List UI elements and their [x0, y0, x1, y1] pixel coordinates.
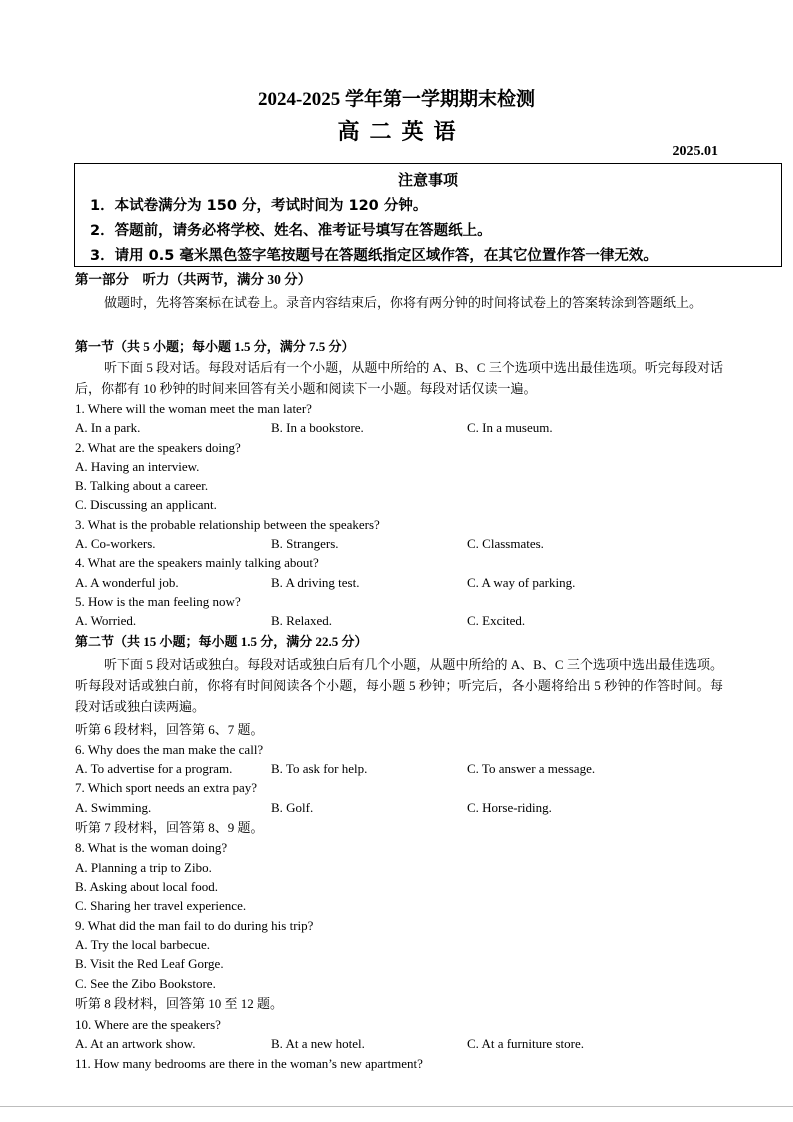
section1-heading: 第一节（共 5 小题；每小题 1.5 分，满分 7.5 分） — [75, 339, 355, 354]
section2-intro: 听下面 5 段对话或独白。每段对话或独白后有几个小题，从题中所给的 A、B、C 三个选项中选出最佳选项。听每段对话或独白前，你将有时间阅读各个小题，每小题 5 秒钟；听完后，各小题将给出 5 秒钟的作答时间。每段对话或独白读两遍。 — [75, 657, 723, 714]
question-stem: 2. What are the speakers doing? — [75, 440, 241, 455]
option-a: A. Planning a trip to Zibo. — [75, 860, 212, 875]
exam-subject: 高二英语 — [337, 119, 466, 144]
section1-intro: 听下面 5 段对话。每段对话后有一个小题，从题中所给的 A、B、C 三个选项中选出最佳选项。听完每段对话后，你都有 10 秒钟的时间来回答有关小题和阅读下一小题。每段对话仅读一遍。 — [75, 360, 723, 396]
option-c: C. See the Zibo Bookstore. — [75, 976, 216, 991]
exam-date: 2025.01 — [672, 144, 718, 159]
part1-intro: 做题时，先将答案标在试卷上。录音内容结束后，你将有两分钟的时间将试卷上的答案转涂到答题纸上。 — [104, 295, 703, 310]
notice-item-2: 2．答题前，请务必将学校、姓名、准考证号填写在答题纸上。 — [90, 223, 492, 239]
material-note: 听第 7 段材料，回答第 8、9 题。 — [75, 820, 264, 835]
option-b: B. Golf. — [271, 800, 314, 815]
option-c: C. A way of parking. — [467, 575, 576, 590]
material-note: 听第 8 段材料，回答第 10 至 12 题。 — [75, 996, 284, 1011]
option-b: B. Visit the Red Leaf Gorge. — [75, 956, 224, 971]
option-c: C. Sharing her travel experience. — [75, 898, 247, 913]
notice-box — [74, 163, 782, 267]
option-b: B. Relaxed. — [271, 613, 333, 628]
option-a: A. Having an interview. — [75, 459, 200, 474]
option-b: B. Asking about local food. — [75, 879, 218, 894]
option-b: B. In a bookstore. — [271, 420, 364, 435]
option-c: C. To answer a message. — [467, 761, 596, 776]
option-c: C. Horse-riding. — [467, 800, 552, 815]
option-a: A. A wonderful job. — [75, 575, 179, 590]
option-a: A. Swimming. — [75, 800, 152, 815]
option-c: C. At a furniture store. — [467, 1036, 584, 1051]
section2-heading: 第二节（共 15 小题；每小题 1.5 分，满分 22.5 分） — [75, 634, 368, 649]
notice-title: 注意事项 — [397, 171, 458, 189]
option-a: A. Worried. — [75, 613, 137, 628]
option-c: C. Classmates. — [467, 536, 544, 551]
question-stem: 3. What is the probable relationship between the speakers? — [75, 517, 380, 532]
option-c: C. Excited. — [467, 613, 526, 628]
question-stem: 8. What is the woman doing? — [75, 840, 228, 855]
option-a: A. In a park. — [75, 420, 141, 435]
question-stem: 7. Which sport needs an extra pay? — [75, 780, 258, 795]
option-a: A. At an artwork show. — [75, 1036, 196, 1051]
page-bottom-rule — [0, 1106, 793, 1107]
material-note: 听第 6 段材料，回答第 6、7 题。 — [75, 722, 264, 737]
part1-heading: 第一部分 听力（共两节，满分 30 分） — [75, 272, 312, 287]
option-b: B. A driving test. — [271, 575, 360, 590]
question-stem: 6. Why does the man make the call? — [75, 742, 264, 757]
notice-item-1: 1．本试卷满分为 150 分，考试时间为 120 分钟。 — [90, 198, 428, 214]
option-b: B. To ask for help. — [271, 761, 368, 776]
question-stem: 5. How is the man feeling now? — [75, 594, 241, 609]
option-b: B. Talking about a career. — [75, 478, 209, 493]
question-stem: 4. What are the speakers mainly talking about? — [75, 555, 319, 570]
option-a: A. Try the local barbecue. — [75, 937, 211, 952]
option-c: C. In a museum. — [467, 420, 553, 435]
question-stem: 9. What did the man fail to do during his trip? — [75, 918, 314, 933]
option-b: B. At a new hotel. — [271, 1036, 365, 1051]
option-a: A. To advertise for a program. — [75, 761, 233, 776]
option-c: C. Discussing an applicant. — [75, 497, 217, 512]
exam-title: 2024-2025 学年第一学期期末检测 — [257, 89, 536, 110]
question-stem: 1. Where will the woman meet the man later? — [75, 401, 312, 416]
question-stem: 10. Where are the speakers? — [75, 1017, 221, 1032]
notice-item-3: 3．请用 0.5 毫米黑色签字笔按题号在答题纸指定区域作答，在其它位置作答一律无效。 — [90, 248, 658, 264]
question-stem: 11. How many bedrooms are there in the woman’s new apartment? — [75, 1056, 423, 1071]
option-b: B. Strangers. — [271, 536, 339, 551]
option-a: A. Co-workers. — [75, 536, 156, 551]
